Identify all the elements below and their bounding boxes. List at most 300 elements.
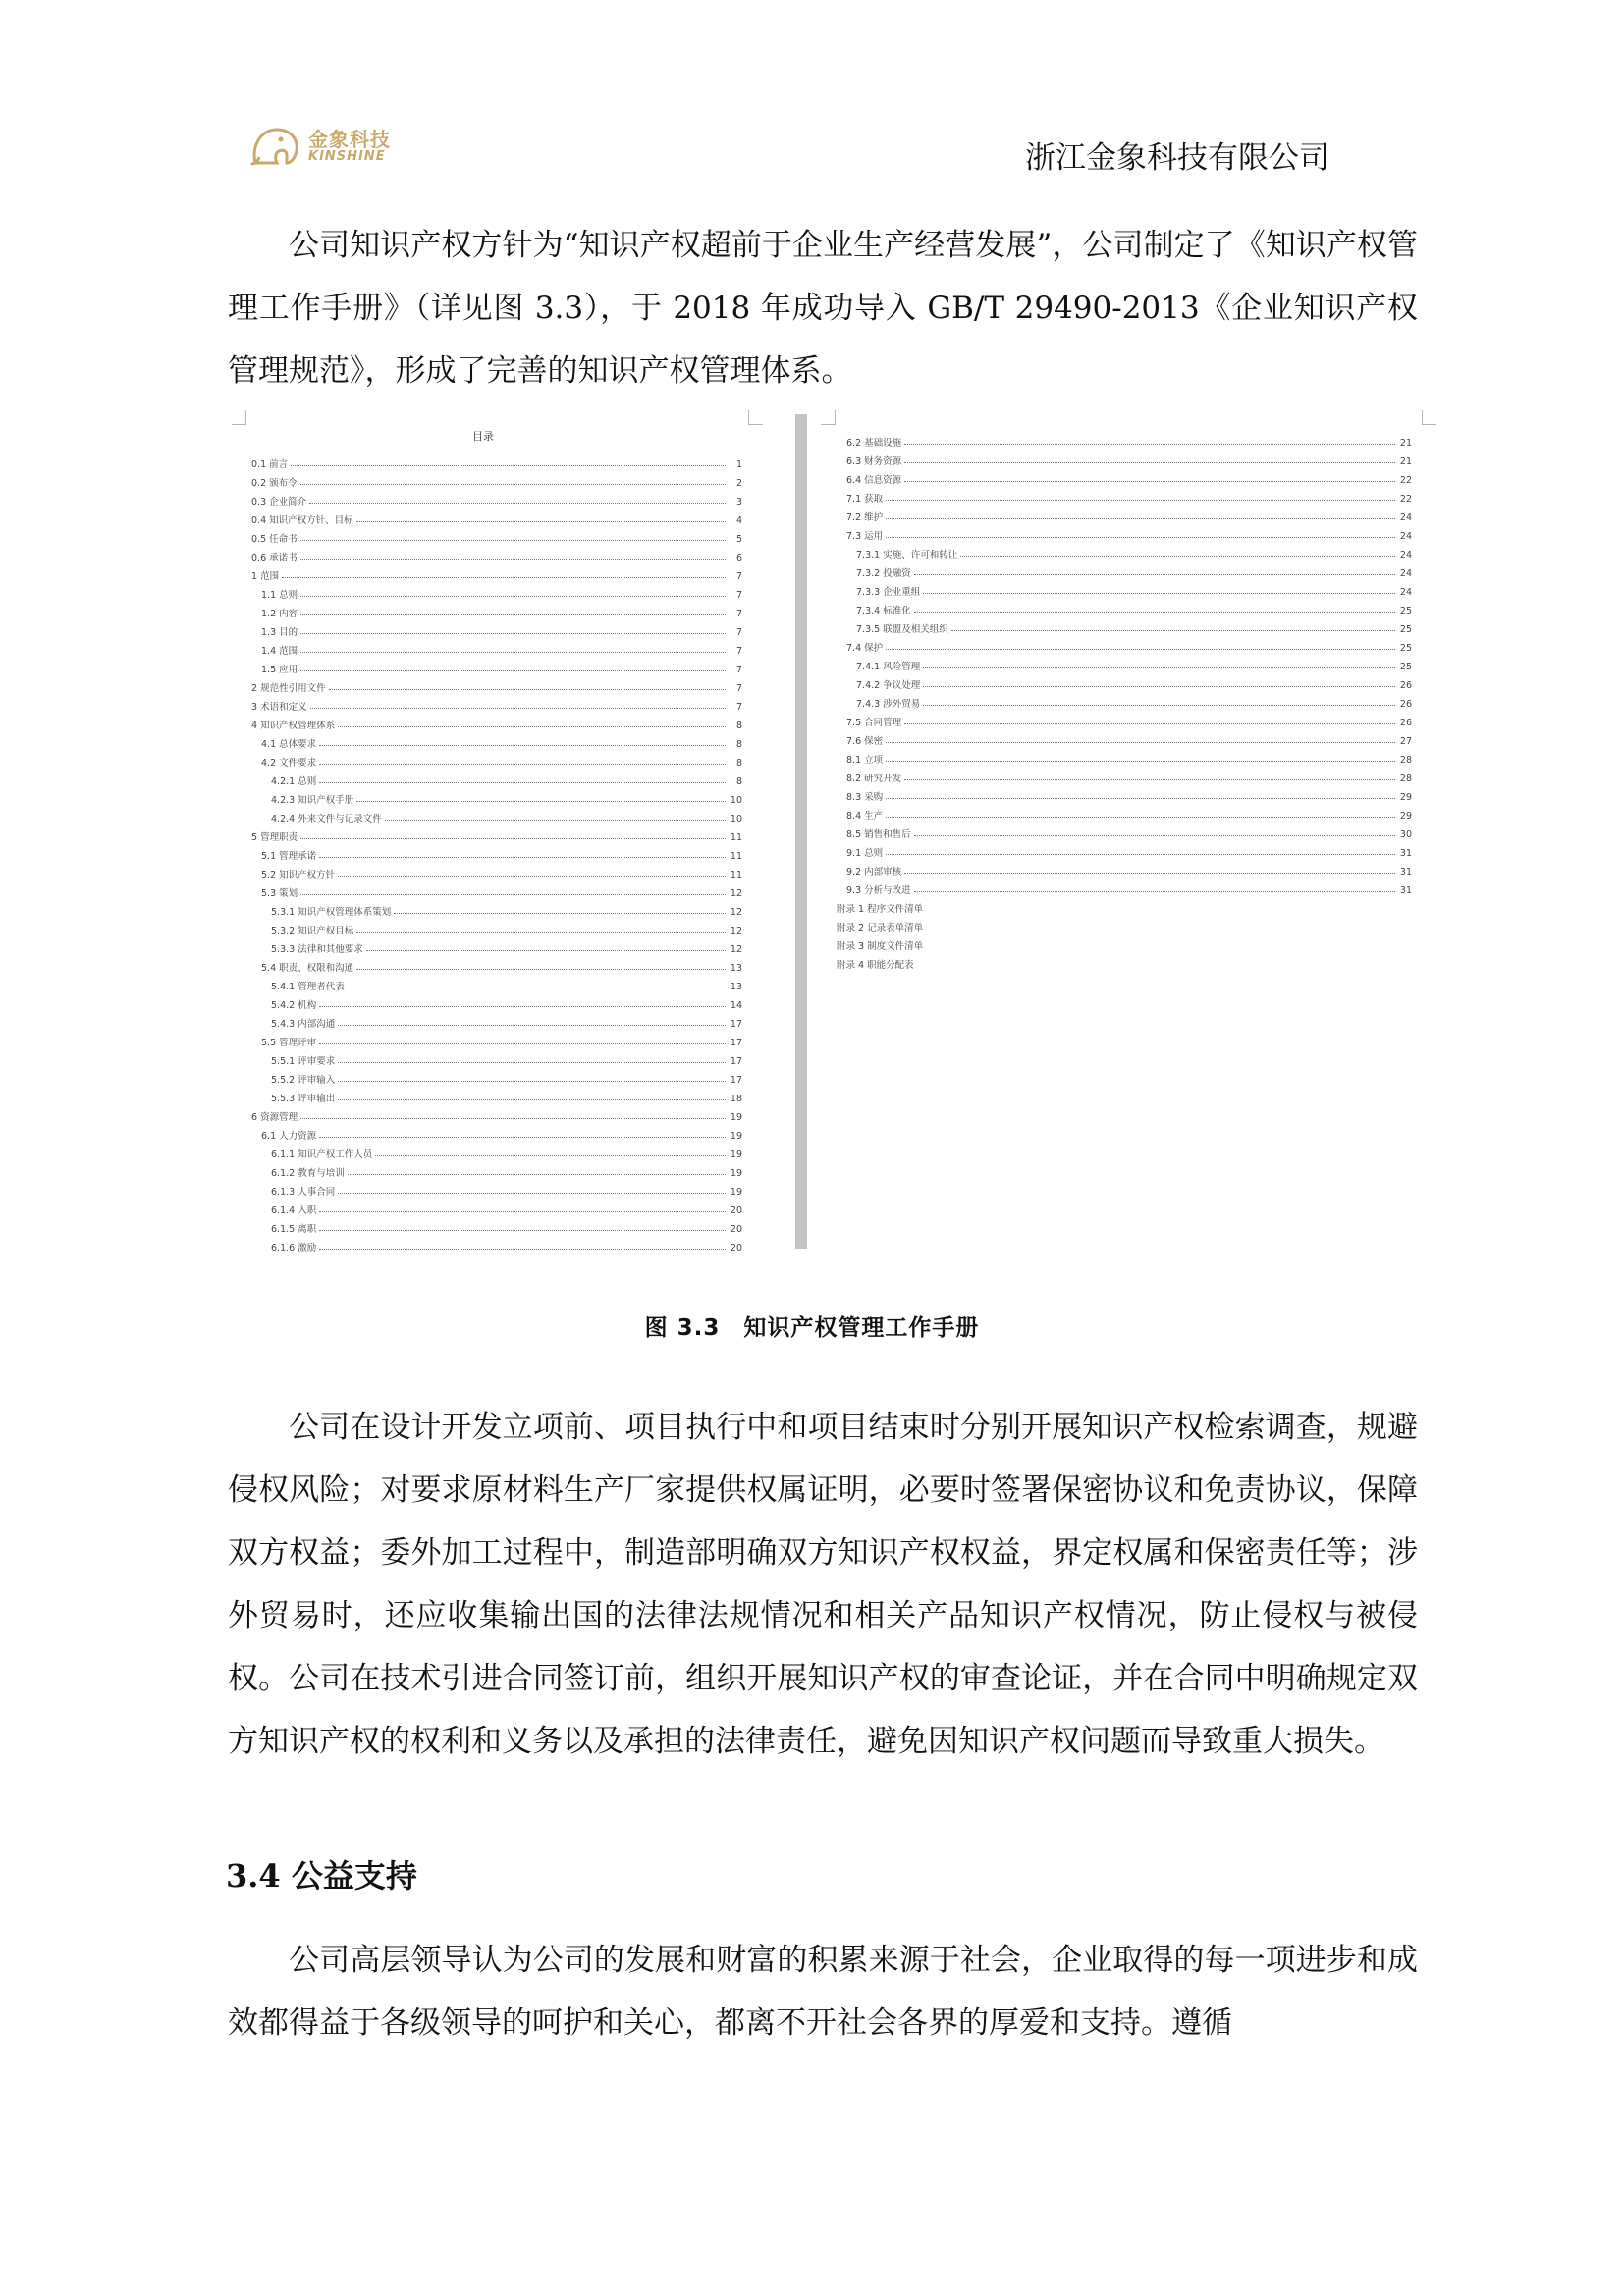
toc-leader-dots — [300, 596, 726, 597]
toc-entry — [251, 843, 742, 862]
toc-entry — [251, 582, 742, 601]
toc-leader-dots — [886, 537, 1395, 538]
toc-leader-dots — [310, 708, 726, 709]
toc-entry-page: 24 — [1399, 587, 1412, 598]
logo-wordmark: 金象科技 — [308, 128, 391, 151]
toc-entry-page: 2 — [735, 478, 742, 489]
toc-entry-page: 7 — [735, 609, 742, 619]
toc-entry-page: 14 — [730, 1000, 742, 1011]
toc-entry — [251, 489, 742, 507]
toc-entry — [251, 601, 742, 619]
toc-entry-page: 29 — [1399, 811, 1412, 822]
crop-mark — [821, 410, 836, 425]
toc-entry-title: 7.4 保护 — [846, 643, 884, 654]
section-heading: 3.4 公益支持 — [226, 1857, 417, 1895]
toc-entry-page: 31 — [1399, 885, 1412, 896]
toc-entry — [837, 822, 1412, 840]
toc-entry-title: 9.2 内部审核 — [846, 867, 902, 878]
toc-leader-dots — [385, 820, 726, 821]
toc-leader-dots — [319, 1137, 726, 1138]
toc-entry-page: 29 — [1399, 792, 1412, 803]
toc-entry — [837, 747, 1412, 766]
toc-entry-title: 0.3 企业简介 — [251, 497, 307, 507]
toc-entry — [251, 1198, 742, 1216]
toc-leader-dots — [356, 801, 726, 802]
toc-entry-title: 附录 1 程序文件清单 — [837, 904, 924, 915]
toc-entry — [251, 899, 742, 918]
toc-entry-title: 5.3 策划 — [261, 888, 298, 899]
toc-entry-page: 10 — [730, 814, 742, 825]
toc-entry-title: 0.4 知识产权方针、目标 — [251, 515, 353, 526]
toc-entry-page: 18 — [730, 1094, 742, 1104]
toc-entry-title: 5.4.1 管理者代表 — [271, 982, 345, 992]
toc-entry-page: 8 — [735, 739, 742, 750]
paragraph-ip-process — [228, 1396, 1418, 1773]
toc-leader-dots — [319, 1249, 726, 1250]
toc-leader-dots — [904, 723, 1395, 724]
toc-entry-title: 2 规范性引用文件 — [251, 683, 326, 694]
toc-entry-title: 附录 2 记录表单清单 — [837, 923, 924, 934]
toc-leader-dots — [282, 577, 726, 578]
toc-entry-page: 7 — [735, 702, 742, 713]
toc-entry-page: 24 — [1399, 531, 1412, 542]
toc-entry-title: 5.3.1 知识产权管理体系策划 — [271, 907, 392, 918]
toc-entry — [837, 430, 1412, 449]
toc-entry — [251, 750, 742, 769]
toc-entry — [251, 1142, 742, 1160]
toc-entry — [837, 654, 1412, 672]
toc-entry-title: 4.2.1 总则 — [271, 776, 317, 787]
toc-entry — [251, 992, 742, 1011]
toc-leader-dots — [886, 649, 1395, 650]
toc-entry — [837, 486, 1412, 505]
toc-leader-dots — [886, 761, 1395, 762]
toc-entry — [251, 638, 742, 657]
toc-entry-title: 7.3.3 企业重组 — [856, 587, 921, 598]
paragraph-text: 公司在设计开发立项前、项目执行中和项目结束时分别开展知识产权检索调查，规避侵权风险；对要求原材料生产厂家提供权属证明，必要时签署保密协议和免责协议，保障双方权益；委外加工过程中，制造部明确双方知识产权权益，界定权属和保密责任等；涉外贸易时，还应收集输出国的法律法规情况和相关产品知识产权情况，防止侵权与被侵权。公司在技术引进合同签订前，组织开展知识产权的审查论证，并在合同中明确规定双方知识产权的权利和义务以及承担的法律责任，避免因知识产权问题而导致重大损失。 — [228, 1410, 1418, 1759]
toc-entry-title: 1.5 应用 — [261, 665, 298, 675]
toc-leader-dots — [300, 894, 726, 895]
toc-leader-dots — [886, 742, 1395, 743]
toc-entry-page: 8 — [735, 776, 742, 787]
toc-leader-dots — [300, 633, 726, 634]
toc-entry — [837, 616, 1412, 635]
toc-entry-page: 11 — [730, 851, 742, 862]
toc-leader-dots — [319, 1006, 726, 1007]
toc-entry-title: 8.2 研究开发 — [846, 774, 902, 784]
toc-entry — [251, 1086, 742, 1104]
toc-entry-page: 4 — [735, 515, 742, 526]
toc-leader-dots — [366, 950, 726, 951]
toc-leader-dots — [338, 1062, 726, 1063]
toc-entry-page: 19 — [730, 1112, 742, 1123]
toc-entry — [251, 470, 742, 489]
toc-entry — [251, 862, 742, 881]
toc-leader-dots — [319, 745, 726, 746]
toc-entry-page: 30 — [1399, 829, 1412, 840]
toc-entry — [251, 1179, 742, 1198]
toc-entry-page: 28 — [1399, 774, 1412, 784]
toc-entry-title: 6.1.5 离职 — [271, 1224, 317, 1235]
toc-entry-title: 8.1 立项 — [846, 755, 884, 766]
toc-leader-dots — [923, 593, 1395, 594]
toc-entry-page: 22 — [1399, 494, 1412, 505]
toc-leader-dots — [904, 873, 1395, 874]
logo-subtext: KINSHINE — [308, 149, 386, 164]
toc-entry-title: 5.1 管理承诺 — [261, 851, 317, 862]
toc-leader-dots — [329, 689, 726, 690]
toc-leader-dots — [300, 1118, 726, 1119]
toc-entry-page: 25 — [1399, 606, 1412, 616]
toc-leader-dots — [904, 462, 1395, 463]
toc-entry-page: 7 — [735, 683, 742, 694]
toc-leader-dots — [319, 857, 726, 858]
toc-page-right — [807, 410, 1445, 1245]
toc-leader-dots — [904, 779, 1395, 780]
toc-leader-dots — [338, 1193, 726, 1194]
toc-entry — [837, 672, 1412, 691]
toc-entry — [251, 619, 742, 638]
toc-leader-dots — [923, 686, 1395, 687]
toc-entry — [837, 635, 1412, 654]
toc-leader-dots — [300, 614, 726, 615]
toc-entry-title: 1 范围 — [251, 571, 280, 582]
toc-leader-dots — [319, 782, 726, 783]
toc-entry-title: 7.4.3 涉外贸易 — [856, 699, 921, 710]
toc-entry-title: 3 术语和定义 — [251, 702, 307, 713]
toc-entry-title: 5.5.3 评审输出 — [271, 1094, 336, 1104]
toc-entry-page: 11 — [730, 832, 742, 843]
toc-leader-dots — [338, 1099, 726, 1100]
toc-title: 目录 — [472, 430, 494, 443]
toc-leader-dots — [356, 969, 726, 970]
toc-entry-page: 24 — [1399, 568, 1412, 579]
toc-leader-dots — [319, 1211, 726, 1212]
toc-leader-dots — [291, 465, 726, 466]
toc-entry-page: 10 — [730, 795, 742, 806]
toc-entry — [837, 859, 1412, 878]
toc-entry-page: 21 — [1399, 438, 1412, 449]
toc-leader-dots — [886, 817, 1395, 818]
toc-entry — [251, 1216, 742, 1235]
toc-entry-title: 6.1.4 入职 — [271, 1205, 317, 1216]
toc-entry-title: 7.5 合同管理 — [846, 718, 902, 728]
toc-entry — [251, 974, 742, 992]
toc-entry-page: 11 — [730, 870, 742, 881]
toc-entry-page: 8 — [735, 721, 742, 731]
toc-leader-dots — [914, 891, 1395, 892]
toc-entry-title: 7.4.1 风险管理 — [856, 662, 921, 672]
toc-entry-title: 5.4.3 内部沟通 — [271, 1019, 336, 1030]
toc-leader-dots — [338, 1025, 726, 1026]
toc-entry — [837, 766, 1412, 784]
toc-entry-title: 4.1 总体要求 — [261, 739, 317, 750]
toc-entry — [251, 918, 742, 936]
toc-leader-dots — [300, 670, 726, 671]
toc-entry-page: 8 — [735, 758, 742, 769]
toc-entry-page: 20 — [730, 1205, 742, 1216]
toc-entry-title: 7.4.2 争议处理 — [856, 680, 921, 691]
toc-entry — [251, 694, 742, 713]
toc-entry — [837, 803, 1412, 822]
toc-entry-page: 28 — [1399, 755, 1412, 766]
toc-entry-title: 7.3.4 标准化 — [856, 606, 911, 616]
toc-leader-dots — [338, 1081, 726, 1082]
toc-entry-title: 5.5 管理评审 — [261, 1038, 317, 1048]
toc-leader-dots — [914, 835, 1395, 836]
toc-leader-dots — [300, 540, 726, 541]
toc-entry — [251, 936, 742, 955]
toc-entry — [251, 1011, 742, 1030]
toc-entry — [251, 806, 742, 825]
toc-entry-page: 12 — [730, 907, 742, 918]
toc-entry-title: 4 知识产权管理体系 — [251, 721, 336, 731]
toc-leader-dots — [886, 518, 1395, 519]
toc-entry — [251, 657, 742, 675]
toc-entry-page: 24 — [1399, 550, 1412, 561]
paragraph-text: 公司高层领导认为公司的发展和财富的积累来源于社会，企业取得的每一项进步和成效都得益于各级领导的呵护和关心，都离不开社会各界的厚爱和支持。遵循 — [228, 1943, 1418, 2041]
toc-entry — [837, 784, 1412, 803]
toc-entry-title: 0.2 颁布令 — [251, 478, 298, 489]
toc-entry — [837, 728, 1412, 747]
toc-entry-title: 6.4 信息资源 — [846, 475, 902, 486]
toc-entry-title: 附录 3 制度文件清单 — [837, 941, 924, 952]
toc-entry — [251, 452, 742, 470]
toc-leader-dots — [923, 667, 1395, 668]
toc-leader-dots — [348, 1174, 726, 1175]
toc-entry-page: 17 — [730, 1019, 742, 1030]
toc-entry-title: 0.6 承诺书 — [251, 553, 298, 563]
toc-leader-dots — [338, 876, 726, 877]
toc-leader-dots — [886, 798, 1395, 799]
toc-entry — [837, 598, 1412, 616]
toc-entry-title: 6.1.1 知识产权工作人员 — [271, 1149, 373, 1160]
toc-entry-title: 6.1.6 激励 — [271, 1243, 317, 1254]
toc-entry-title: 7.1 获取 — [846, 494, 884, 505]
toc-entry-page: 21 — [1399, 456, 1412, 467]
toc-entry-page: 19 — [730, 1168, 742, 1179]
toc-entry-page: 31 — [1399, 867, 1412, 878]
toc-entry-title: 1.3 目的 — [261, 627, 298, 638]
toc-entry-title: 7.6 保密 — [846, 736, 884, 747]
toc-entry-title: 7.3 运用 — [846, 531, 884, 542]
toc-entry-title: 0.1 前言 — [251, 459, 289, 470]
toc-entry-title: 4.2.3 知识产权手册 — [271, 795, 354, 806]
toc-entry — [837, 915, 1412, 934]
toc-entry — [251, 1235, 742, 1254]
toc-leader-dots — [300, 838, 726, 839]
toc-entry-page: 7 — [735, 590, 742, 601]
page-header — [0, 0, 1624, 196]
toc-leader-dots — [375, 1155, 726, 1156]
toc-entry-title: 5.5.2 评审输入 — [271, 1075, 336, 1086]
toc-entry-title: 6.3 财务资源 — [846, 456, 902, 467]
toc-entry — [251, 1160, 742, 1179]
toc-entry-page: 31 — [1399, 848, 1412, 859]
toc-entry-page: 20 — [730, 1243, 742, 1254]
toc-entry-page: 26 — [1399, 699, 1412, 710]
toc-entry-title: 8.3 采购 — [846, 792, 884, 803]
toc-entry — [251, 1048, 742, 1067]
toc-entry-title: 0.5 任命书 — [251, 534, 298, 545]
toc-entry — [837, 523, 1412, 542]
toc-entry-title: 5.3.3 法律和其他要求 — [271, 944, 363, 955]
toc-entry-title: 7.3.5 联盟及相关组织 — [856, 624, 948, 635]
toc-entry-page: 12 — [730, 888, 742, 899]
toc-entry — [251, 713, 742, 731]
toc-list-left — [251, 452, 742, 1254]
toc-entry — [251, 769, 742, 787]
toc-entry-title: 附录 4 职能分配表 — [837, 960, 914, 971]
toc-leader-dots — [300, 652, 726, 653]
toc-leader-dots — [960, 556, 1395, 557]
toc-entry-title: 6 资源管理 — [251, 1112, 298, 1123]
toc-entry — [251, 507, 742, 526]
toc-entry — [251, 825, 742, 843]
toc-list-right — [837, 430, 1412, 971]
toc-entry-title: 5.3.2 知识产权目标 — [271, 926, 354, 936]
toc-figure — [228, 410, 1445, 1255]
toc-entry-page: 25 — [1399, 662, 1412, 672]
toc-entry-title: 4.2.4 外来文件与记录文件 — [271, 814, 382, 825]
toc-leader-dots — [319, 1043, 726, 1044]
toc-entry-page: 27 — [1399, 736, 1412, 747]
toc-entry — [251, 881, 742, 899]
toc-entry-page: 25 — [1399, 624, 1412, 635]
toc-entry-title: 6.1.3 人事合同 — [271, 1187, 336, 1198]
toc-leader-dots — [951, 630, 1395, 631]
elephant-logo-icon — [247, 116, 306, 175]
toc-leader-dots — [300, 484, 726, 485]
toc-entry-title: 8.5 销售和售后 — [846, 829, 911, 840]
toc-entry-page: 26 — [1399, 718, 1412, 728]
toc-entry-title: 7.3.1 实施、许可和转让 — [856, 550, 958, 561]
toc-entry-page: 6 — [735, 553, 742, 563]
toc-entry-title: 7.2 维护 — [846, 512, 884, 523]
crop-mark — [748, 410, 763, 425]
toc-entry-page: 7 — [735, 665, 742, 675]
toc-entry-page: 13 — [730, 982, 742, 992]
toc-entry-page: 20 — [730, 1224, 742, 1235]
figure-caption: 图 3.3 知识产权管理工作手册 — [644, 1315, 980, 1341]
toc-entry-title: 5 管理职责 — [251, 832, 298, 843]
toc-entry — [837, 467, 1412, 486]
toc-leader-dots — [886, 500, 1395, 501]
toc-entry-page: 25 — [1399, 643, 1412, 654]
toc-entry-page: 24 — [1399, 512, 1412, 523]
toc-leader-dots — [904, 481, 1395, 482]
toc-leader-dots — [923, 705, 1395, 706]
toc-entry-page: 3 — [735, 497, 742, 507]
toc-entry — [251, 787, 742, 806]
toc-entry-title: 7.3.2 投融资 — [856, 568, 911, 579]
toc-entry-title: 1.1 总则 — [261, 590, 298, 601]
toc-entry — [837, 579, 1412, 598]
toc-entry-title: 5.4.2 机构 — [271, 1000, 317, 1011]
toc-entry-page: 7 — [735, 627, 742, 638]
company-name: 浙江金象科技有限公司 — [1025, 140, 1329, 176]
toc-leader-dots — [914, 574, 1395, 575]
toc-entry — [837, 878, 1412, 896]
toc-entry — [837, 840, 1412, 859]
toc-entry — [251, 1030, 742, 1048]
toc-entry — [251, 1067, 742, 1086]
toc-entry — [837, 449, 1412, 467]
toc-entry-page: 12 — [730, 926, 742, 936]
toc-leader-dots — [914, 612, 1395, 613]
crop-mark — [232, 410, 246, 425]
toc-entry-page: 7 — [735, 646, 742, 657]
toc-leader-dots — [309, 503, 726, 504]
toc-leader-dots — [904, 444, 1395, 445]
toc-entry — [251, 545, 742, 563]
toc-entry-title: 5.5.1 评审要求 — [271, 1056, 336, 1067]
toc-entry — [251, 731, 742, 750]
toc-entry — [251, 1123, 742, 1142]
toc-entry-page: 12 — [730, 944, 742, 955]
toc-entry — [251, 563, 742, 582]
toc-entry — [251, 526, 742, 545]
toc-entry — [837, 710, 1412, 728]
paragraph-text: 公司知识产权方针为“知识产权超前于企业生产经营发展”，公司制定了《知识产权管理工作手册》（详见图 3.3），于 2018 年成功导入 GB/T 29490-2013《企业知识产权管理规范》，形成了完善的知识产权管理体系。 — [228, 228, 1418, 389]
toc-leader-dots — [319, 764, 726, 765]
toc-leader-dots — [319, 1230, 726, 1231]
toc-entry-page: 19 — [730, 1131, 742, 1142]
toc-entry — [837, 896, 1412, 915]
toc-entry-page: 13 — [730, 963, 742, 974]
toc-leader-dots — [338, 726, 726, 727]
toc-entry-title: 4.2 文件要求 — [261, 758, 317, 769]
toc-entry-page: 17 — [730, 1056, 742, 1067]
toc-entry — [837, 505, 1412, 523]
toc-entry — [837, 691, 1412, 710]
toc-entry — [251, 955, 742, 974]
toc-entry — [251, 1104, 742, 1123]
toc-entry-page: 17 — [730, 1075, 742, 1086]
toc-entry-title: 1.4 范围 — [261, 646, 298, 657]
toc-leader-dots — [394, 913, 726, 914]
toc-entry — [251, 675, 742, 694]
toc-entry — [837, 934, 1412, 952]
toc-leader-dots — [356, 932, 726, 933]
toc-entry-page: 26 — [1399, 680, 1412, 691]
toc-entry-page: 17 — [730, 1038, 742, 1048]
page-divider — [795, 414, 807, 1249]
toc-entry-page: 5 — [735, 534, 742, 545]
toc-entry-title: 6.1 人力资源 — [261, 1131, 317, 1142]
crop-mark — [1422, 410, 1436, 425]
toc-entry — [837, 952, 1412, 971]
toc-entry-title: 9.3 分析与改进 — [846, 885, 911, 896]
toc-entry-title: 1.2 内容 — [261, 609, 298, 619]
toc-entry-title: 6.2 基础设施 — [846, 438, 902, 449]
toc-entry-page: 22 — [1399, 475, 1412, 486]
toc-leader-dots — [886, 854, 1395, 855]
toc-entry-title: 9.1 总则 — [846, 848, 884, 859]
toc-entry-title: 6.1.2 教育与培训 — [271, 1168, 345, 1179]
toc-page-left — [228, 410, 787, 1254]
toc-leader-dots — [356, 521, 726, 522]
toc-entry-title: 8.4 生产 — [846, 811, 884, 822]
toc-entry-title: 5.2 知识产权方针 — [261, 870, 336, 881]
toc-entry-page: 7 — [735, 571, 742, 582]
toc-leader-dots — [300, 559, 726, 560]
toc-entry-page: 1 — [735, 459, 742, 470]
paragraph-public-welfare — [228, 1929, 1418, 2055]
toc-entry-page: 19 — [730, 1149, 742, 1160]
company-logo — [247, 116, 395, 177]
paragraph-ip-policy — [228, 214, 1418, 402]
